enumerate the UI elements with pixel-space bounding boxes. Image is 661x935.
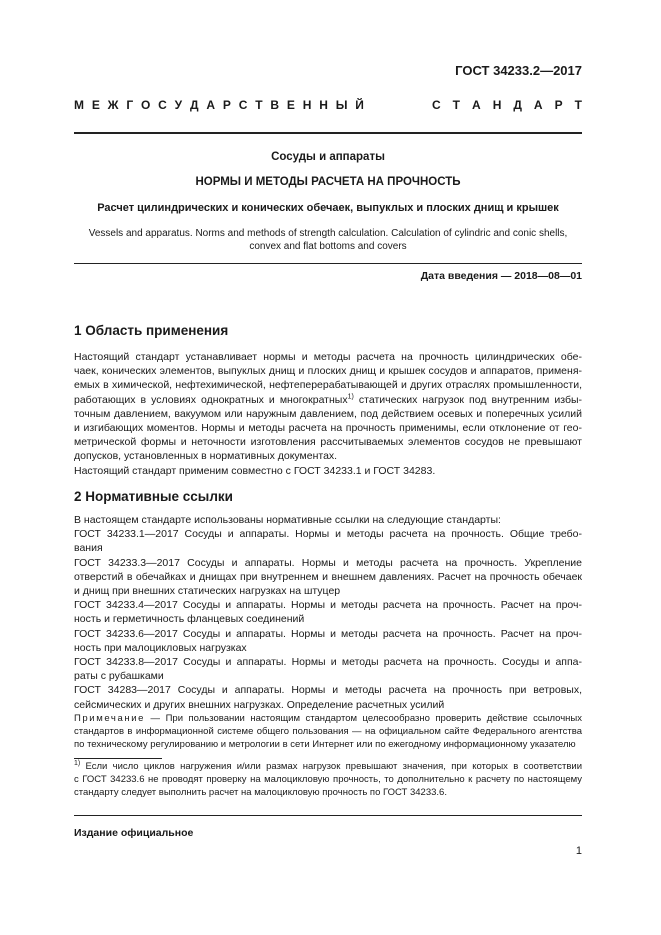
- standard-type-letter: Г: [126, 98, 134, 112]
- footnote-number: 1): [74, 759, 81, 767]
- note-label: Примечание: [74, 713, 145, 724]
- standard-type-letter: М: [74, 98, 84, 112]
- note-line: по техническому регулированию и метрологии в сети Интернет или по ежегодному информационному указателю: [74, 739, 576, 750]
- section-1-paragraph-1: [74, 350, 582, 478]
- section-1-paragraph-2: Настоящий стандарт применим совместно с ГОСТ 34233.1 и ГОСТ 34283.: [74, 464, 436, 477]
- reference-line: раты с рубашками: [74, 670, 164, 683]
- section-2-body: [74, 513, 582, 712]
- footnote-marker: 1): [347, 393, 354, 401]
- edition-label: Издание официальное: [74, 827, 194, 839]
- reference-line: ГОСТ 34233.3—2017 Сосуды и аппараты. Нормы и методы расчета на прочность. Укрепление: [74, 556, 582, 569]
- footnote: [74, 760, 582, 799]
- note-line: — При пользовании настоящим стандартом целесообразно проверить действие ссылочных: [150, 713, 583, 724]
- standard-type-letter: В: [270, 98, 280, 112]
- title-main: НОРМЫ И МЕТОДЫ РАСЧЕТА НА ПРОЧНОСТЬ: [195, 176, 461, 188]
- standard-type-letter: Р: [222, 98, 231, 112]
- s1-line: Настоящий стандарт устанавливает нормы и методы расчета на прочность цилиндрических обе-: [74, 351, 582, 363]
- footnote-line: с ГОСТ 34233.6 не проводят проверку на малоцикловую прочность, то дополнительно к расчету по настоящему: [74, 774, 582, 785]
- page-number: 1: [575, 845, 582, 857]
- reference-line: вания: [74, 542, 103, 555]
- title-english-line-1: Vessels and apparatus. Norms and methods of strength calculation. Calculation of cylindric and conic shells,: [88, 228, 568, 239]
- standard-type-letter: А: [533, 98, 543, 112]
- s1-line: допусков, установленных в нормативных документах.: [74, 450, 338, 463]
- standard-type-letter: Ы: [335, 98, 348, 112]
- reference-line: ГОСТ 34233.4—2017 Сосуды и аппараты. Нормы и методы расчета на прочность. Расчет на проч-: [74, 599, 582, 612]
- footnote-rule: [74, 758, 162, 759]
- reference-line: ГОСТ 34233.6—2017 Сосуды и аппараты. Нормы и методы расчета на прочность. Расчет на проч-: [74, 627, 582, 640]
- reference-line: сейсмических и других внешних нагрузках. Определение расчетных усилий: [74, 698, 445, 711]
- standard-type-letter: Р: [554, 98, 563, 112]
- standard-type-word-2: [432, 98, 582, 112]
- standard-type-letter: Д: [189, 98, 199, 112]
- standard-type-letter: О: [141, 98, 151, 112]
- title-group: Сосуды и аппараты: [271, 151, 385, 163]
- standard-type-letter: А: [206, 98, 216, 112]
- s1-line: и изгибающих моментов. Нормы и методы расчета на прочность применимы, если отклонение от гео-: [74, 422, 582, 435]
- standard-type-letter: Н: [492, 98, 502, 112]
- standard-type-letter: Н: [319, 98, 328, 112]
- note: [74, 712, 582, 751]
- standard-type-letter: Т: [255, 98, 263, 112]
- standard-type-letter: С: [158, 98, 167, 112]
- gost-number: ГОСТ 34233.2—2017: [455, 63, 582, 78]
- reference-line: ГОСТ 34233.8—2017 Сосуды и аппараты. Нормы и методы расчета на прочность. Сосуды и аппа-: [74, 656, 582, 669]
- s1-line: метрической формы и неточности изготовления рассчитываемых элементов сосудов не превышают: [74, 436, 582, 449]
- reference-line: и днищ при внешних статических нагрузках на штуцер: [74, 585, 341, 598]
- footnote-line: Если число циклов нагружения и/или размах нагрузок превышают значения, при которых в соответствии: [85, 761, 582, 772]
- footnote-line: стандарту следует выполнить расчет на малоцикловую прочность по ГОСТ 34233.6.: [74, 787, 447, 798]
- s1-line: емых в химической, нефтехимической, нефтеперерабатывающей и других отраслях промышленности,: [74, 379, 582, 392]
- title-english: [74, 227, 582, 253]
- title-rule: [74, 263, 582, 264]
- title-subtitle: Расчет цилиндрических и конических обечаек, выпуклых и плоских днищ и крышек: [97, 202, 559, 214]
- section-1-heading: 1 Область применения: [74, 323, 229, 338]
- reference-line: ность и герметичность фланцевых соединений: [74, 613, 305, 626]
- standard-type-word-1: [74, 98, 364, 112]
- s1-line: точным давлением, вакуумом или наружным давлением, под действием осевых и поперечных усилий: [74, 407, 582, 420]
- section-2-intro: В настоящем стандарте использованы нормативные ссылки на следующие стандарты:: [74, 514, 501, 526]
- standard-type-letter: С: [238, 98, 248, 112]
- standard-type-letter: Д: [513, 98, 522, 112]
- standard-type: [74, 98, 582, 112]
- standard-type-letter: Т: [574, 98, 582, 112]
- standard-type-letter: Т: [452, 98, 461, 112]
- standard-type-letter: С: [432, 98, 441, 112]
- s1-line: работающих в условиях однократных и многократных: [74, 393, 348, 406]
- standard-type-letter: Ж: [107, 98, 119, 112]
- reference-line: ность при малоцикловых нагрузках: [74, 641, 247, 654]
- standard-type-letter: Е: [286, 98, 295, 112]
- header-rule: [74, 132, 582, 134]
- standard-type-letter: Н: [302, 98, 312, 112]
- title-english-line-2: convex and flat bottoms and covers: [249, 241, 407, 252]
- section-2-heading: 2 Нормативные ссылки: [74, 489, 233, 504]
- reference-line: отверстий в обечайках и днищах при внутреннем и внешнем давлениях. Расчет на прочность обечаек: [74, 570, 582, 583]
- note-line: стандартов в информационной системе общего пользования — на официальном сайте Федерального агентства: [74, 726, 582, 737]
- standard-type-letter: У: [174, 98, 183, 112]
- standard-type-letter: А: [472, 98, 481, 112]
- reference-line: ГОСТ 34283—2017 Сосуды и аппараты. Нормы и методы расчета на прочность при ветровых,: [74, 684, 582, 697]
- standard-type-letter: Й: [355, 98, 364, 112]
- s1-line: статических нагрузок под внутренним избы-: [358, 393, 582, 406]
- s1-line: чаек, конических элементов, выпуклых днищ и плоских днищ и крышек сосудов и аппаратов, применя-: [74, 365, 582, 378]
- footer-rule: [74, 815, 582, 816]
- reference-line: ГОСТ 34233.1—2017 Сосуды и аппараты. Нормы и методы расчета на прочность. Общие требо-: [74, 528, 582, 541]
- standard-type-letter: Е: [91, 98, 100, 112]
- introduction-date: Дата введения — 2018—08—01: [420, 270, 582, 282]
